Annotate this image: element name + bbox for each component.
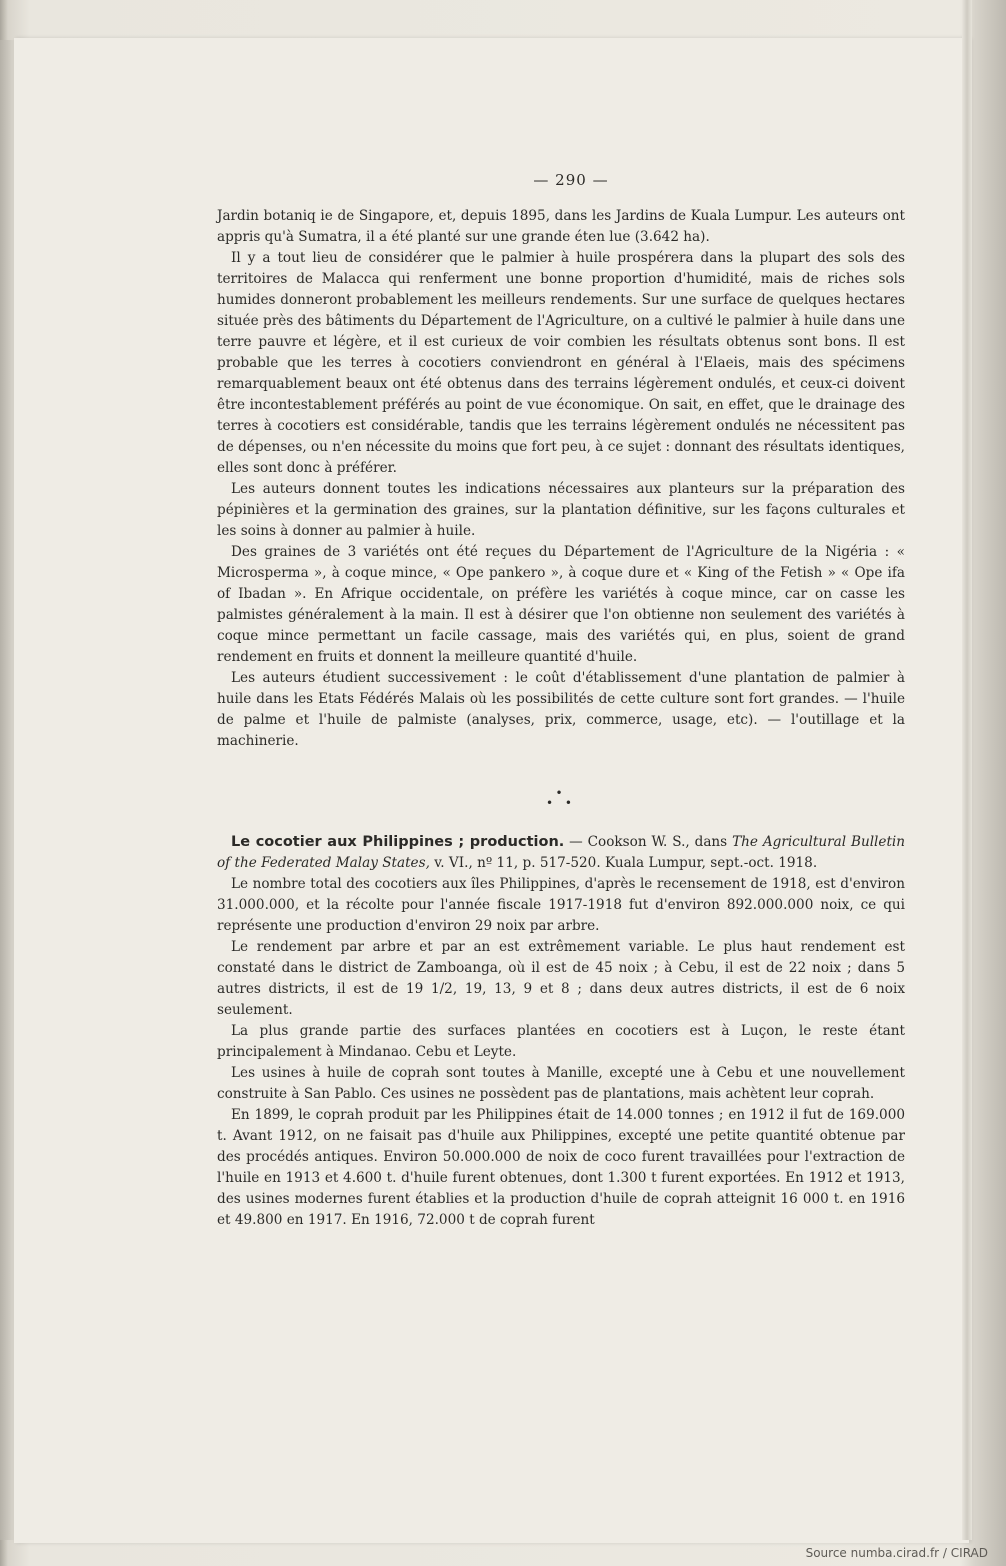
paragraph-continuation: Jardin botaniq ie de Singapore, et, depuis 1895, dans les Jardins de Kuala Lumpur. Les auteurs ont appris qu'à Sumatra, il a été planté sur une grande éten lue (3.642 ha). — [217, 208, 905, 245]
paragraph: Les auteurs étudient successivement : le coût d'établissement d'une plantation de palmier à huile dans les Etats Fédérés Malais où les possibilités de cette culture sont fort grandes. — l'huile de palme et l'huile de palmiste (analyses, prix, commerce, usage, etc). — l'outillage et la machinerie. — [217, 670, 905, 749]
paragraph: Des graines de 3 variétés ont été reçues du Département de l'Agriculture de la Nigéria : « Microsperma », à coque mince, « Ope pankero », à coque dure et « King of the Fetish » « Ope ifa of Ibadan ». En Afrique occidentale, on préfère les variétés à coque mince, car on casse les palmistes généralement à la main. Il est à désirer que l'on obtienne non seulement des variétés à coque mince permettant un facile cassage, mais des variétés qui, en plus, soient de grand rendement en fruits et donnent la meilleure quantité d'huile. — [217, 544, 905, 665]
paragraph: En 1899, le coprah produit par les Philippines était de 14.000 tonnes ; en 1912 il fut de 169.000 t. Avant 1912, on ne faisait pas d'huile aux Philippines, excepté une petite quantité obtenue par des procédés antiques. Environ 50.000.000 de noix de coco furent travaillées pour l'extraction de l'huile en 1913 et 4.600 t. d'huile furent obtenues, dont 1.300 t furent exportées. En 1912 et 1913, des usines modernes furent établies et la production d'huile de coprah atteignit 16 000 t. en 1916 et 49.800 en 1917. En 1916, 72.000 t de coprah furent — [217, 1107, 905, 1228]
article-citation: v. VI., nº 11, p. 517-520. Kuala Lumpur, sept.-oct. 1918. — [429, 855, 818, 871]
paragraph: Il y a tout lieu de considérer que le palmier à huile prospérera dans la plupart des sols des territoires de Malacca qui renferment une bonne proportion d'humidité, mais de riches sols humides donneront probablement les meilleurs rendements. Sur une surface de quelques hectares située près des bâtiments du Département de l'Agriculture, on a cultivé le palmier à huile dans une terre pauvre et légère, et il est curieux de voir combien les résultats obtenus sont bons. Il est probable que les terres à cocotiers conviendront en général à l'Elaeis, mais des spécimens remarquablement beaux ont été obtenus dans des terrains légèrement ondulés, et ceux-ci doivent être incontestablement préférés au point de vue économique. On sait, en effet, que le drainage des terres à cocotiers est considérable, tandis que les terrains légèrement ondulés ne nécessitent pas de dépenses, ou n'en nécessite du moins que fort peu, à ce sujet : donnant des résultats identiques, elles sont donc à préférer. — [217, 250, 905, 476]
paragraph: Le rendement par arbre et par an est extrêmement variable. Le plus haut rendement est constaté dans le district de Zamboanga, où il est de 45 noix ; à Cebu, il est de 22 noix ; dans 5 autres districts, il est de 19 1/2, 19, 13, 9 et 8 ; dans deux autres districts, il est de 6 noix seulement. — [217, 939, 905, 1018]
article-title: Le cocotier aux Philippines ; production. — [231, 834, 565, 850]
article-heading — [217, 832, 905, 874]
page-content — [217, 170, 905, 1231]
paragraph: Les auteurs donnent toutes les indications nécessaires aux planteurs sur la préparation des pépinières et la germination des graines, sur la plantation définitive, sur les façons culturales et les soins à donner au palmier à huile. — [217, 481, 905, 539]
article-byline: — Cookson W. S., dans — [564, 834, 733, 850]
source-credit: Source numba.cirad.fr / CIRAD — [805, 1546, 988, 1560]
paragraph: La plus grande partie des surfaces plantées en cocotiers est à Luçon, le reste étant principalement à Mindanao. Cebu et Leyte. — [217, 1023, 905, 1060]
page-number: — 290 — — [533, 171, 609, 189]
section-separator — [217, 788, 905, 808]
journal-title: The Agricultural Bulletin of the Federated Malay States, — [217, 834, 906, 871]
separator-dots: • • • — [546, 786, 576, 810]
paragraph: Le nombre total des cocotiers aux îles Philippines, d'après le recensement de 1918, est d'environ 31.000.000, et la récolte pour l'année fiscale 1917-1918 fut d'environ 892.000.000 noix, ce qui représente une production d'environ 29 noix par arbre. — [217, 876, 905, 934]
left-page-edge — [0, 40, 14, 1540]
paragraph: Les usines à huile de coprah sont toutes à Manille, excepté une à Cebu et une nouvellement construite à San Pablo. Ces usines ne possèdent pas de plantations, mais achètent leur coprah. — [217, 1065, 905, 1102]
right-page-edge — [962, 0, 972, 1540]
